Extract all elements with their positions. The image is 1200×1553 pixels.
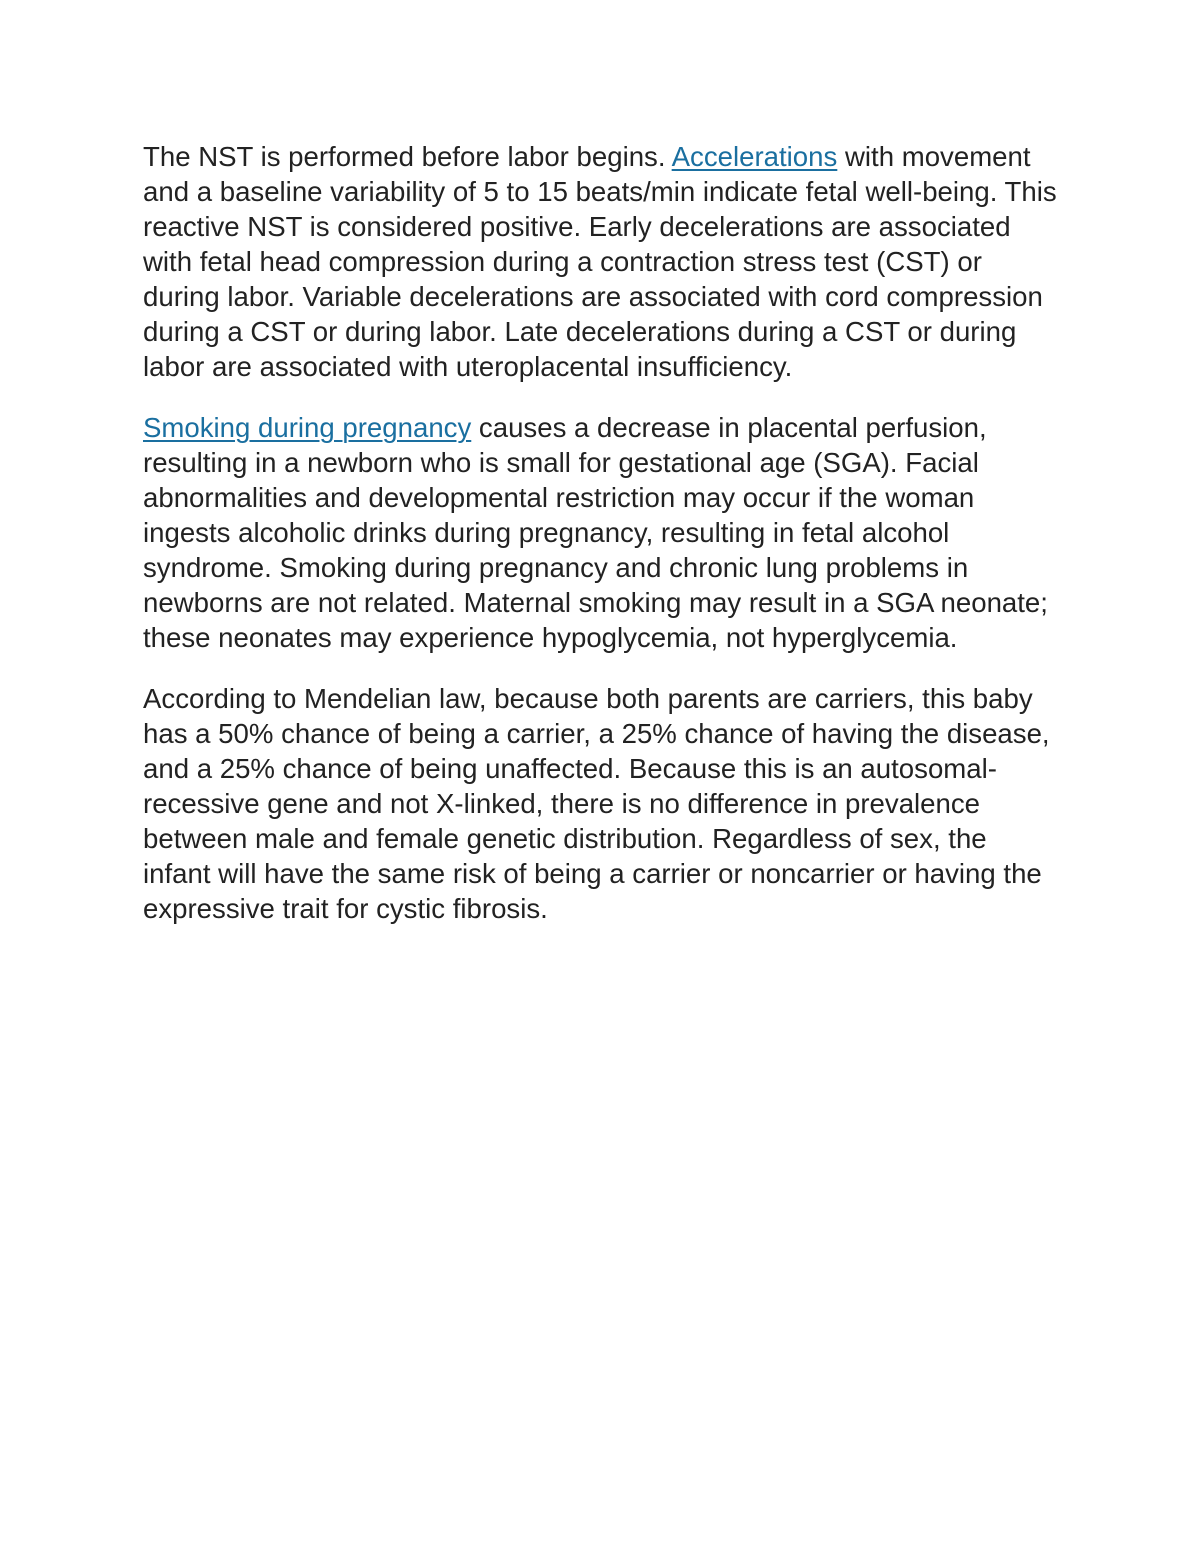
paragraph-mendelian	[143, 681, 1058, 926]
paragraph-text: causes a decrease in placental perfusion, resulting in a newborn who is small for gestational age (SGA). Facial abnormalities and developmental restriction may occur if the woman ingests alcoholic drinks during pregnancy, resulting in fetal alcohol syndrome. Smoking during pregnancy and chronic lung problems in newborns are not related. Maternal smoking may result in a SGA neonate; these neonates may experience hypoglycemia, not hyperglycemia.	[143, 412, 1048, 653]
accelerations-link[interactable]: Accelerations	[671, 141, 838, 172]
paragraph-nst	[143, 139, 1058, 384]
paragraph-smoking	[143, 410, 1058, 655]
document-body	[143, 139, 1058, 952]
paragraph-text: The NST is performed before labor begins.	[143, 141, 672, 172]
paragraph-text: with movement and a baseline variability of 5 to 15 beats/min indicate fetal well-being. This reactive NST is considered positive. Early decelerations are associated with fetal head compression during a contraction stress test (CST) or during labor. Variable decelerations are associated with cord compression during a CST or during labor. Late decelerations during a CST or during labor are associated with uteroplacental insufficiency.	[143, 141, 1057, 382]
smoking-during-pregnancy-link[interactable]: Smoking during pregnancy	[143, 412, 472, 443]
paragraph-text: According to Mendelian law, because both parents are carriers, this baby has a 50% chance of being a carrier, a 25% chance of having the disease, and a 25% chance of being unaffected. Because this is an autosomal-recessive gene and not X-linked, there is no difference in prevalence between male and female genetic distribution. Regardless of sex, the infant will have the same risk of being a carrier or noncarrier or having the expressive trait for cystic fibrosis.	[143, 683, 1050, 924]
